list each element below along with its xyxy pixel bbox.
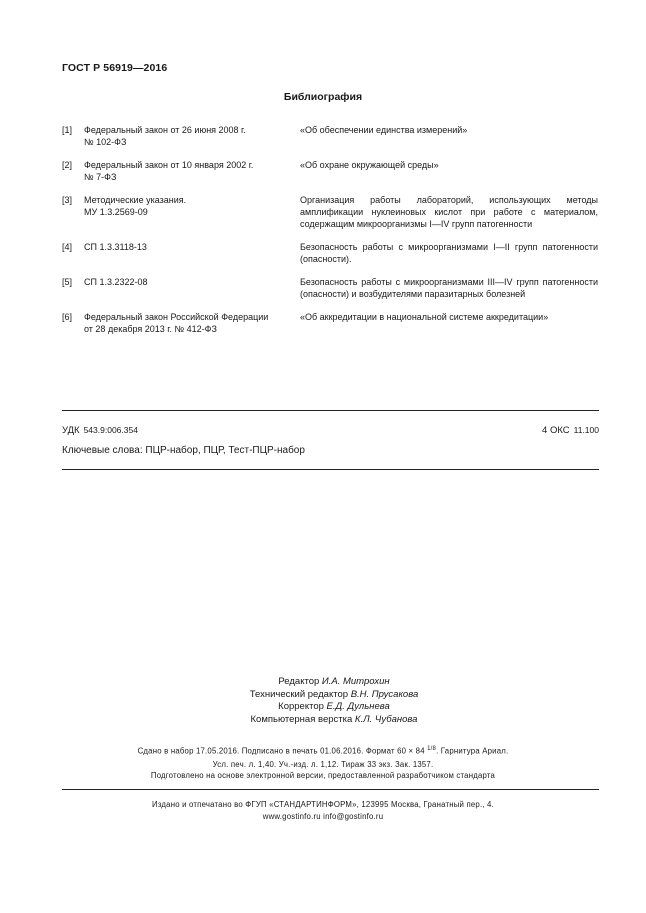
entry-source-line: МУ 1.3.2569-09 (84, 207, 148, 217)
entry-number: [3] (62, 195, 73, 205)
entry-number: [6] (62, 312, 73, 322)
entry-description: Безопасность работы с микроорганизмами I—II групп патогенности (опасности). (300, 242, 598, 264)
credit-role: Технический редактор (249, 688, 349, 700)
bibliography-entry (62, 124, 598, 148)
entry-source-line: Федеральный закон от 10 января 2002 г. (84, 160, 254, 170)
credit-name: В.Н. Прусакова (350, 688, 419, 700)
prepared-note: Подготовлено на основе электронной версии, предоставленной разработчиком стандарта (150, 771, 496, 780)
divider-imprint (62, 789, 599, 790)
bibliography-title: Библиография (283, 91, 363, 103)
entry-description: Организация работы лабораторий, использующих методы амплификации нуклеиновых кислот при работе с материалом, содержащим микроорганизмы I—IV групп патогенности (300, 195, 598, 229)
bibliography-entry (62, 194, 598, 230)
entry-description: «Об обеспечении единства измерений» (300, 125, 468, 135)
entry-source-line: от 28 декабря 2013 г. № 412-ФЗ (84, 324, 217, 334)
oks-label: 4 ОКС (542, 425, 570, 436)
credit-role: Редактор (278, 676, 320, 687)
oks-code (542, 425, 599, 436)
entry-source (84, 311, 300, 335)
imprint-format: Сдано в набор 17.05.2016. Подписано в печать 01.06.2016. Формат 60 × 84 (137, 746, 425, 756)
bibliography-entry (62, 311, 598, 335)
entry-source-line: СП 1.3.3118-13 (84, 242, 147, 252)
imprint-fraction: 1/8 (427, 746, 437, 752)
udk-code (62, 425, 138, 436)
entry-source-line: № 102-ФЗ (84, 137, 127, 147)
credit-corrector (22, 701, 646, 714)
entry-source (84, 276, 300, 300)
entry-description: «Об аккредитации в национальной системе аккредитации» (300, 312, 549, 322)
oks-value: 11.100 (573, 425, 599, 435)
imprint-line-1 (0, 743, 646, 758)
divider-top (62, 410, 599, 411)
entry-source-line: Федеральный закон Российской Федерации (84, 312, 269, 322)
udk-label: УДК (62, 425, 80, 436)
entry-source-line: № 7-ФЗ (84, 172, 117, 182)
credit-role: Компьютерная верстка (250, 713, 353, 725)
credit-name: К.Л. Чубанова (354, 713, 418, 725)
imprint-line-2: Усл. печ. л. 1,40. Уч.-изд. л. 1,12. Тираж 33 экз. Зак. 1357. (212, 759, 434, 769)
publisher-info (0, 799, 646, 823)
bibliography-entry (62, 241, 598, 265)
credit-tech-editor (22, 689, 646, 702)
credit-name: И.А. Митрохин (321, 676, 390, 687)
credit-layout (22, 714, 646, 727)
entry-source (84, 241, 300, 265)
publisher-web: www.gostinfo.ru info@gostinfo.ru (262, 812, 384, 821)
bibliography-entry (62, 276, 598, 300)
bibliography-list (62, 124, 598, 346)
entry-number: [5] (62, 277, 73, 287)
entry-source (84, 194, 300, 230)
publisher-address: Издано и отпечатано во ФГУП «СТАНДАРТИНФОРМ», 123995 Москва, Гранатный пер., 4. (152, 800, 494, 809)
keywords: Ключевые слова: ПЦР-набор, ПЦР, Тест-ПЦР-набор (62, 445, 305, 456)
entry-source (84, 159, 300, 183)
entry-source-line: СП 1.3.2322-08 (84, 277, 148, 287)
entry-description: «Об охране окружающей среды» (300, 160, 439, 170)
entry-source-line: Методические указания. (84, 195, 187, 205)
entry-description: Безопасность работы с микроорганизмами III—IV групп патогенности (опасности) и возбудителями паразитарных болезней (300, 277, 598, 299)
entry-source-line: Федеральный закон от 26 июня 2008 г. (84, 125, 246, 135)
document-header: ГОСТ Р 56919—2016 (62, 62, 168, 74)
imprint-font: . Гарнитура Ариал. (436, 746, 509, 756)
divider-bottom (62, 469, 599, 470)
entry-source (84, 124, 300, 148)
credit-role: Корректор (278, 701, 324, 713)
entry-number: [2] (62, 160, 73, 170)
udk-value: 543.9:006.354 (83, 425, 138, 435)
credit-name: Е.Д. Дульнева (326, 701, 390, 713)
entry-number: [4] (62, 242, 73, 252)
bibliography-entry (62, 159, 598, 183)
credit-editor (22, 676, 646, 689)
entry-number: [1] (62, 125, 73, 135)
credits-block (0, 676, 646, 726)
imprint-details (0, 743, 646, 771)
